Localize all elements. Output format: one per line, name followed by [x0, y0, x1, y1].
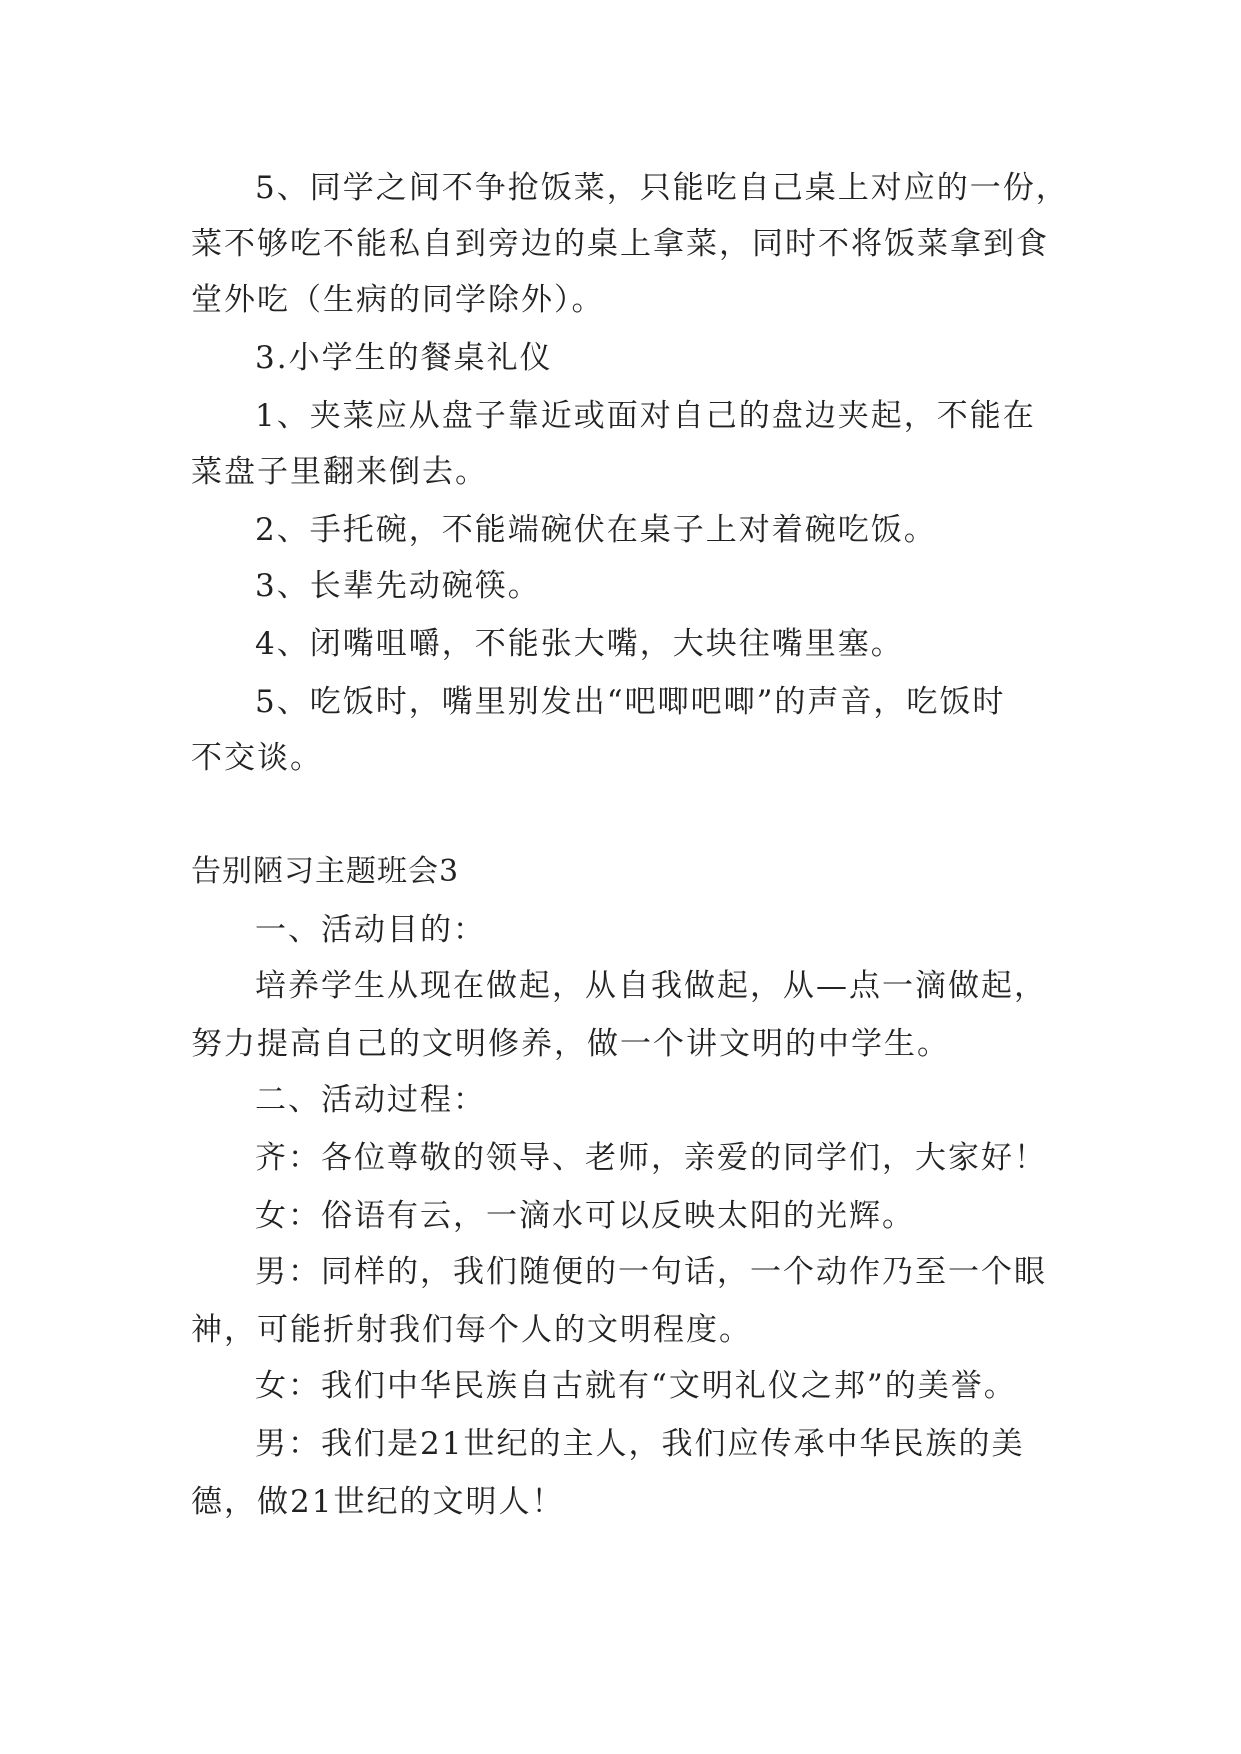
paragraph-line: 齐：各位尊敬的领导、老师，亲爱的同学们，大家好！ [255, 1140, 1047, 1176]
paragraph-line: 4、闭嘴咀嚼，不能张大嘴，大块往嘴里塞。 [255, 626, 904, 662]
paragraph-line: 不交谈。 [191, 740, 323, 776]
paragraph-line: 菜不够吃不能私自到旁边的桌上拿菜，同时不将饭菜拿到食 [191, 226, 1049, 262]
paragraph-line: 2、手托碗，不能端碗伏在桌子上对着碗吃饭。 [255, 512, 937, 548]
paragraph-line: 男：同样的，我们随便的一句话，一个动作乃至一个眼 [255, 1254, 1047, 1290]
paragraph-line: 5、同学之间不争抢饭菜，只能吃自己桌上对应的一份， [255, 170, 1069, 206]
paragraph-line: 培养学生从现在做起，从自我做起，从—点一滴做起， [255, 968, 1047, 1004]
document-title: 告别陋习主题班会3 [191, 854, 460, 889]
paragraph-line: 男：我们是21世纪的主人，我们应传承中华民族的美 [255, 1426, 1025, 1462]
paragraph-line: 5、吃饭时，嘴里别发出“吧唧吧唧”的声音，吃饭时 [255, 684, 1006, 720]
paragraph-line: 1、夹菜应从盘子靠近或面对自己的盘边夹起，不能在 [255, 398, 1036, 434]
section-heading: 一、活动目的： [255, 912, 486, 948]
paragraph-line: 女：我们中华民族自古就有“文明礼仪之邦”的美誉。 [255, 1368, 1017, 1404]
paragraph-line: 努力提高自己的文明修养，做一个讲文明的中学生。 [191, 1026, 950, 1062]
section-heading: 二、活动过程： [255, 1082, 486, 1118]
section-heading: 3.小学生的餐桌礼仪 [255, 340, 553, 376]
paragraph-line: 菜盘子里翻来倒去。 [191, 454, 488, 490]
paragraph-line: 神，可能折射我们每个人的文明程度。 [191, 1312, 752, 1348]
paragraph-line: 3、长辈先动碗筷。 [255, 568, 541, 604]
paragraph-line: 女：俗语有云，一滴水可以反映太阳的光辉。 [255, 1198, 915, 1234]
paragraph-line: 堂外吃（生病的同学除外）。 [191, 282, 605, 318]
paragraph-line: 德，做21世纪的文明人！ [191, 1484, 565, 1520]
